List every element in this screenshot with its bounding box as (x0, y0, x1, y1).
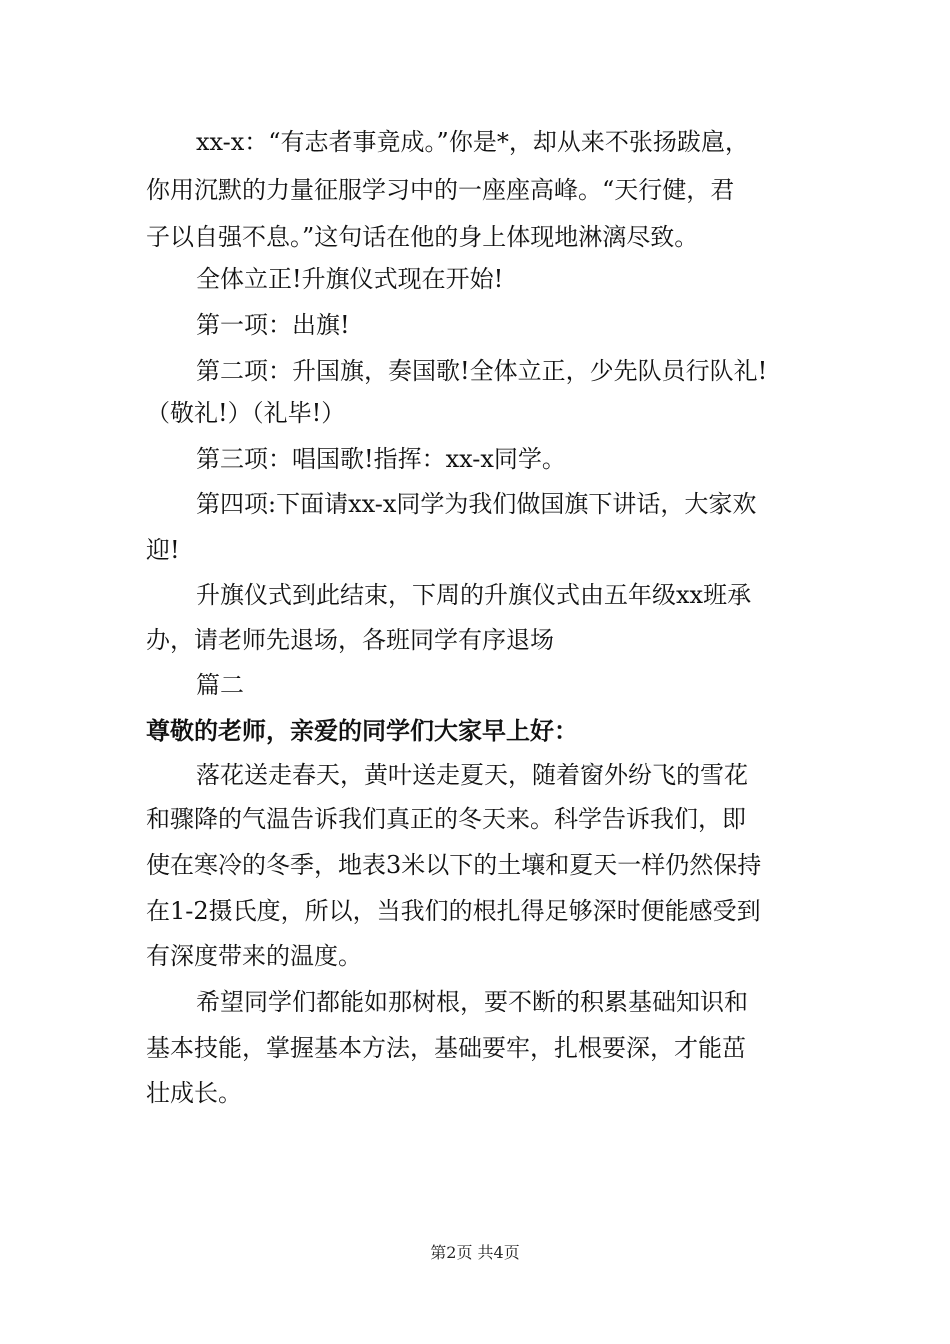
text-line: 基本技能，掌握基本方法，基础要牢，扎根要深，才能茁 (146, 1034, 746, 1062)
text-line: 落花送走春天，黄叶送走夏天，随着窗外纷飞的雪花 (196, 761, 748, 789)
text-line: 在1-2摄氏度，所以，当我们的根扎得足够深时便能感受到 (146, 897, 761, 925)
section-label: 篇二 (196, 671, 244, 699)
text-line: 希望同学们都能如那树根，要不断的积累基础知识和 (196, 988, 748, 1016)
text-line: 有深度带来的温度。 (146, 942, 362, 970)
text-line: 使在寒冷的冬季，地表3米以下的土壤和夏天一样仍然保持 (146, 851, 762, 879)
page-number: 第2页 共4页 (430, 1243, 520, 1262)
text-line: 迎! (146, 536, 180, 564)
text-line: 第一项：出旗! (196, 311, 350, 339)
text-line: （敬礼!）（礼毕!） (146, 399, 346, 427)
text-line: 壮成长。 (146, 1079, 242, 1107)
text-line: 第四项:下面请xx-x同学为我们做国旗下讲话，大家欢 (196, 490, 757, 518)
text-line: 第二项：升国旗，奏国歌!全体立正，少先队员行队礼! (196, 357, 768, 385)
text-line: 升旗仪式到此结束，下周的升旗仪式由五年级xx班承 (196, 581, 752, 609)
text-line: 第三项：唱国歌!指挥：xx-x同学。 (196, 445, 566, 473)
text-line: 和骤降的气温告诉我们真正的冬天来。科学告诉我们，即 (146, 805, 746, 833)
text-line: 你用沉默的力量征服学习中的一座座高峰。“天行健，君 (146, 176, 735, 204)
text-line: 子以自强不息。”这句话在他的身上体现地淋漓尽致。 (146, 223, 699, 251)
text-line: xx-x：“有志者事竟成。”你是*，却从来不张扬跋扈， (196, 128, 749, 156)
text-line: 办，请老师先退场，各班同学有序退场 (146, 626, 554, 654)
salutation: 尊敬的老师，亲爱的同学们大家早上好： (146, 716, 578, 745)
text-line: 全体立正!升旗仪式现在开始! (196, 265, 504, 293)
